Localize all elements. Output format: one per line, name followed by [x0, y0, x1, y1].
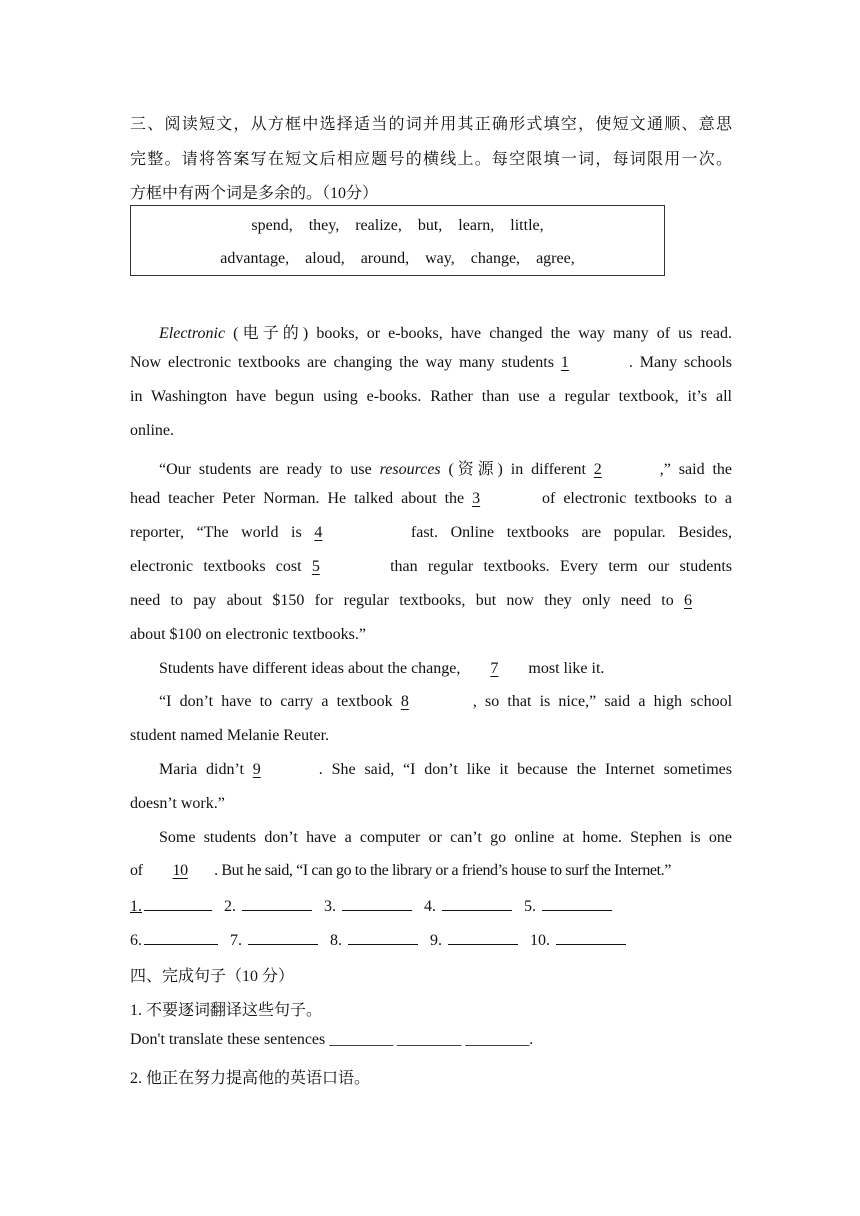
passage-text: “I don’t have to carry a textbook	[159, 693, 401, 710]
italic-term: resources	[379, 461, 441, 478]
passage-text: reporter, “The world is	[130, 524, 315, 541]
answer-number: 2.	[224, 898, 236, 915]
passage-p2-line5	[130, 592, 732, 610]
word-bank-word: around,	[360, 250, 410, 267]
passage-p6-line2	[130, 862, 671, 880]
answer-row-2	[130, 930, 626, 950]
blank-3: 3	[472, 490, 481, 507]
answer-slot[interactable]	[524, 896, 612, 916]
section4-q2-chinese: 2. 他正在努力提高他的英语口语。	[130, 1070, 371, 1087]
answer-slot[interactable]	[530, 930, 626, 950]
passage-text: Now electronic textbooks are changing the way many students	[130, 354, 561, 371]
passage-text: Students have different ideas about the change,	[159, 660, 465, 677]
answer-number: 7.	[230, 932, 242, 949]
passage-p5-line1	[159, 761, 732, 779]
answer-number: 9.	[430, 932, 442, 949]
section4-q1-english: Don't translate these sentences ________ ________ ________.	[130, 1031, 534, 1048]
blank-6: 6	[684, 592, 692, 609]
passage-p3-line1	[159, 660, 604, 678]
passage-text: of	[130, 862, 147, 879]
answer-slot[interactable]	[230, 930, 318, 950]
section4-q1-chinese: 1. 不要逐词翻译这些句子。	[130, 1002, 323, 1019]
passage-text: . But he said, “I can go to the library or a friend’s house to surf the Internet.”	[214, 862, 671, 879]
section3-instruction-line3: 方框中有两个词是多余的。（10分）	[130, 185, 379, 202]
passage-text: “Our students are ready to use	[159, 461, 380, 478]
blank-7: 7	[490, 660, 499, 677]
blank-10: 10	[172, 862, 188, 879]
passage-p1-line3: in Washington have begun using e-books. Rather than use a regular textbook, it’s all	[130, 388, 732, 405]
passage-p2-line6: about $100 on electronic textbooks.”	[130, 626, 366, 643]
answer-slot[interactable]	[424, 896, 512, 916]
word-bank-word: little,	[510, 217, 544, 234]
passage-text: . She said, “I don’t like it because the Internet sometimes	[318, 761, 733, 778]
passage-text: most like it.	[524, 660, 605, 677]
answer-line[interactable]	[242, 896, 312, 911]
italic-term: Electronic	[159, 325, 226, 342]
passage-text: (电子的) books, or e-books, have changed the way many of us read.	[225, 325, 732, 342]
section3-instruction-line1: 三、阅读短文，从方框中选择适当的词并用其正确形式填空，使短文通顺、意思	[130, 116, 732, 133]
answer-number: 1.	[130, 898, 142, 915]
word-bank-word: agree,	[536, 250, 575, 267]
blank-4: 4	[314, 524, 323, 541]
answer-row-1	[130, 896, 612, 916]
passage-text: (资源) in different	[440, 461, 594, 478]
word-bank-word: way,	[425, 250, 455, 267]
answer-line[interactable]	[144, 896, 212, 911]
answer-line[interactable]	[342, 896, 412, 911]
section4-title: 四、完成句子（10 分）	[130, 968, 295, 985]
answer-number: 6.	[130, 932, 142, 949]
word-bank-word: learn,	[458, 217, 495, 234]
answer-slot[interactable]	[130, 930, 218, 950]
word-bank-word: they,	[308, 217, 340, 234]
passage-p2-line3	[130, 524, 732, 542]
passage-p2-line4	[130, 558, 732, 576]
answer-line[interactable]	[348, 930, 418, 945]
word-bank-word: realize,	[355, 217, 402, 234]
word-bank-word: advantage,	[220, 250, 290, 267]
word-bank-word: aloud,	[305, 250, 345, 267]
answer-slot[interactable]	[224, 896, 312, 916]
answer-slot[interactable]	[330, 930, 418, 950]
answer-number: 3.	[324, 898, 336, 915]
blank-5: 5	[311, 558, 320, 575]
answer-number: 8.	[330, 932, 342, 949]
answer-line[interactable]	[442, 896, 512, 911]
answer-number: 5.	[524, 898, 536, 915]
passage-text: electronic textbooks cost	[130, 558, 312, 575]
passage-text: need to pay about $150 for regular textbooks, but now they only need to	[130, 592, 684, 609]
blank-8: 8	[400, 693, 409, 710]
word-bank-word: spend,	[251, 217, 293, 234]
blank-9: 9	[252, 761, 261, 778]
answer-slot[interactable]	[430, 930, 518, 950]
passage-text: ,” said the	[659, 461, 733, 478]
passage-p1-line4: online.	[130, 422, 174, 439]
passage-text: fast. Online textbooks are popular. Besides,	[398, 524, 732, 541]
passage-p1-line1	[159, 320, 732, 343]
passage-p5-line2: doesn’t work.”	[130, 795, 225, 812]
passage-p2-line2	[130, 490, 732, 508]
answer-slot[interactable]	[130, 896, 212, 916]
word-bank-word: but,	[417, 217, 443, 234]
passage-text: . Many schools	[628, 354, 733, 371]
answer-slot[interactable]	[324, 896, 412, 916]
passage-p1-line2	[130, 354, 732, 372]
passage-p4-line1	[159, 693, 732, 711]
answer-number: 4.	[424, 898, 436, 915]
blank-1: 1	[560, 354, 569, 371]
word-bank-row2	[131, 250, 664, 268]
passage-text: head teacher Peter Norman. He talked about the	[130, 490, 473, 507]
blank-2: 2	[593, 461, 602, 478]
passage-p4-line2: student named Melanie Reuter.	[130, 727, 330, 744]
passage-text: than regular textbooks. Every term our students	[379, 558, 733, 575]
answer-number: 10.	[530, 932, 550, 949]
answer-line[interactable]	[556, 930, 626, 945]
word-bank-word: change,	[470, 250, 521, 267]
answer-line[interactable]	[542, 896, 612, 911]
answer-line[interactable]	[448, 930, 518, 945]
answer-line[interactable]	[144, 930, 218, 945]
word-bank-row1	[131, 217, 664, 235]
word-bank-box	[130, 205, 665, 276]
passage-text: Maria didn’t	[159, 761, 253, 778]
answer-line[interactable]	[248, 930, 318, 945]
section3-instruction-line2: 完整。请将答案写在短文后相应题号的横线上。每空限填一词，每词限用一次。	[130, 151, 732, 168]
passage-text: of electronic textbooks to a	[534, 490, 733, 507]
passage-p2-line1	[159, 456, 732, 479]
passage-text: , so that is nice,” said a high school	[472, 693, 733, 710]
passage-p6-line1: Some students don’t have a computer or can’t go online at home. Stephen is one	[159, 829, 732, 846]
